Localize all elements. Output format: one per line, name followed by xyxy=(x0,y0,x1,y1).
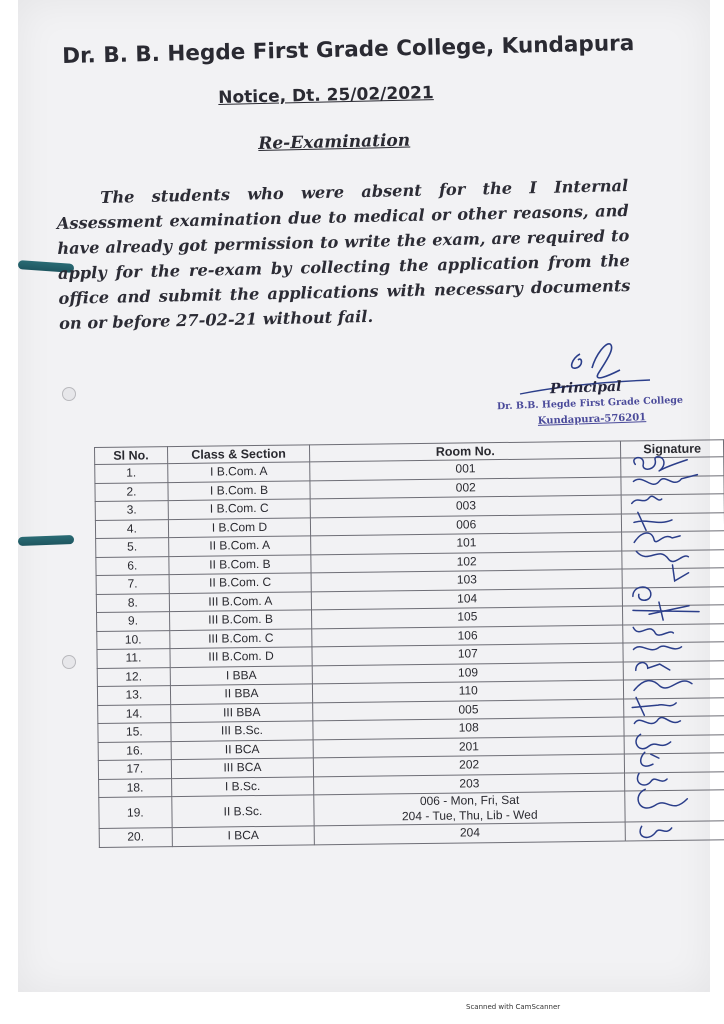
cell-room-no: 006 xyxy=(311,514,622,536)
cell-class-section: I B.Com. B xyxy=(168,480,311,500)
cell-room-no: 001 xyxy=(310,458,621,480)
principal-title: Principal xyxy=(549,378,622,398)
cell-sl-no: 12. xyxy=(97,667,170,686)
cell-sl-no: 7. xyxy=(96,575,169,594)
college-name: Dr. B. B. Hegde First Grade College, Kundapura xyxy=(62,31,635,69)
punch-hole-2 xyxy=(62,655,76,669)
cell-room-no: 103 xyxy=(311,569,622,591)
cell-class-section: I B.Com D xyxy=(168,517,311,537)
room-line-1: 006 - Mon, Fri, Sat xyxy=(419,792,520,809)
cell-sl-no: 1. xyxy=(95,464,168,483)
cell-room-no: 002 xyxy=(310,477,621,499)
cell-class-section: II BBA xyxy=(170,684,313,704)
cell-room-no: 104 xyxy=(311,588,622,610)
cell-room-no: 201 xyxy=(313,736,624,758)
notice-subject: Re-Examination xyxy=(258,130,411,154)
cell-sl-no: 19. xyxy=(99,797,172,829)
cell-class-section: III B.Sc. xyxy=(171,721,314,741)
cell-room-no: 203 xyxy=(314,773,625,795)
table-body xyxy=(95,457,724,847)
cell-room-no: 005 xyxy=(313,699,624,721)
cell-sl-no: 15. xyxy=(98,723,171,742)
cell-room-no xyxy=(314,791,625,826)
cell-class-section: I B.Com. A xyxy=(167,462,310,482)
cell-sl-no: 14. xyxy=(98,704,171,723)
cell-class-section: II BCA xyxy=(171,739,314,759)
punch-hole-1 xyxy=(62,387,76,401)
scanner-watermark: Scanned with CamScanner xyxy=(466,1003,561,1011)
cell-class-section: II B.Com. A xyxy=(168,536,311,556)
cell-room-no: 101 xyxy=(311,532,622,554)
header-room-no: Room No. xyxy=(310,441,621,462)
cell-sl-no: 4. xyxy=(95,519,168,538)
cell-class-section: III B.Com. C xyxy=(170,628,313,648)
room-allocation-table xyxy=(94,439,724,847)
cell-class-section: I B.Com. C xyxy=(168,499,311,519)
cell-room-no: 110 xyxy=(313,680,624,702)
cell-room-no: 106 xyxy=(312,625,623,647)
notice-date: Notice, Dt. 25/02/2021 xyxy=(218,83,434,108)
cell-class-section: III BBA xyxy=(170,702,313,722)
binding-thread-2 xyxy=(18,535,74,546)
header-sl-no: Sl No. xyxy=(95,447,168,465)
cell-sl-no: 9. xyxy=(97,612,170,631)
cell-room-no: 003 xyxy=(310,495,621,517)
cell-class-section: III B.Com. B xyxy=(169,610,312,630)
cell-sl-no: 8. xyxy=(96,593,169,612)
college-stamp-line2: Kundapura-576201 xyxy=(537,412,647,427)
notice-body: The students who were absent for the I Internal Assessment examination due to medical or other reasons, and have already got permission to write the exam, are required to apply for the re-exam by collecting the application from the office and submit the applications with necessary documents on or before 27-02-21 without fail. xyxy=(56,176,631,333)
cell-sl-no: 16. xyxy=(98,741,171,760)
cell-sl-no: 3. xyxy=(95,501,168,520)
cell-class-section: II B.Com. C xyxy=(169,573,312,593)
cell-room-no: 108 xyxy=(313,717,624,739)
cell-class-section: II B.Sc. xyxy=(172,795,315,828)
cell-class-section: I BBA xyxy=(170,665,313,685)
signature-mark xyxy=(632,815,712,844)
cell-sl-no: 10. xyxy=(97,630,170,649)
cell-class-section: III BCA xyxy=(171,758,314,778)
cell-room-no: 204 xyxy=(314,822,625,844)
cell-room-no: 102 xyxy=(311,551,622,573)
cell-class-section: III B.Com. D xyxy=(170,647,313,667)
cell-room-no: 105 xyxy=(312,606,623,628)
cell-sl-no: 11. xyxy=(97,649,170,668)
cell-room-no: 202 xyxy=(314,754,625,776)
cell-sl-no: 20. xyxy=(99,828,172,847)
signature-mark xyxy=(631,784,711,813)
header-signature: Signature xyxy=(621,440,724,458)
cell-class-section: I BCA xyxy=(172,826,315,846)
cell-sl-no: 5. xyxy=(96,538,169,557)
cell-class-section: II B.Com. B xyxy=(169,554,312,574)
cell-sl-no: 17. xyxy=(98,760,171,779)
cell-sl-no: 18. xyxy=(99,778,172,797)
cell-sl-no: 6. xyxy=(96,556,169,575)
cell-class-section: III B.Com. A xyxy=(169,591,312,611)
college-stamp-line1: Dr. B.B. Hegde First Grade College xyxy=(496,394,684,413)
room-line-2: 204 - Tue, Thu, Lib - Wed xyxy=(401,807,538,824)
cell-room-no: 107 xyxy=(312,643,623,665)
cell-signature xyxy=(625,821,724,841)
cell-sl-no: 2. xyxy=(95,482,168,501)
cell-room-no: 109 xyxy=(312,662,623,684)
cell-class-section: I B.Sc. xyxy=(171,776,314,796)
header-class-section: Class & Section xyxy=(167,445,310,464)
cell-sl-no: 13. xyxy=(97,686,170,705)
